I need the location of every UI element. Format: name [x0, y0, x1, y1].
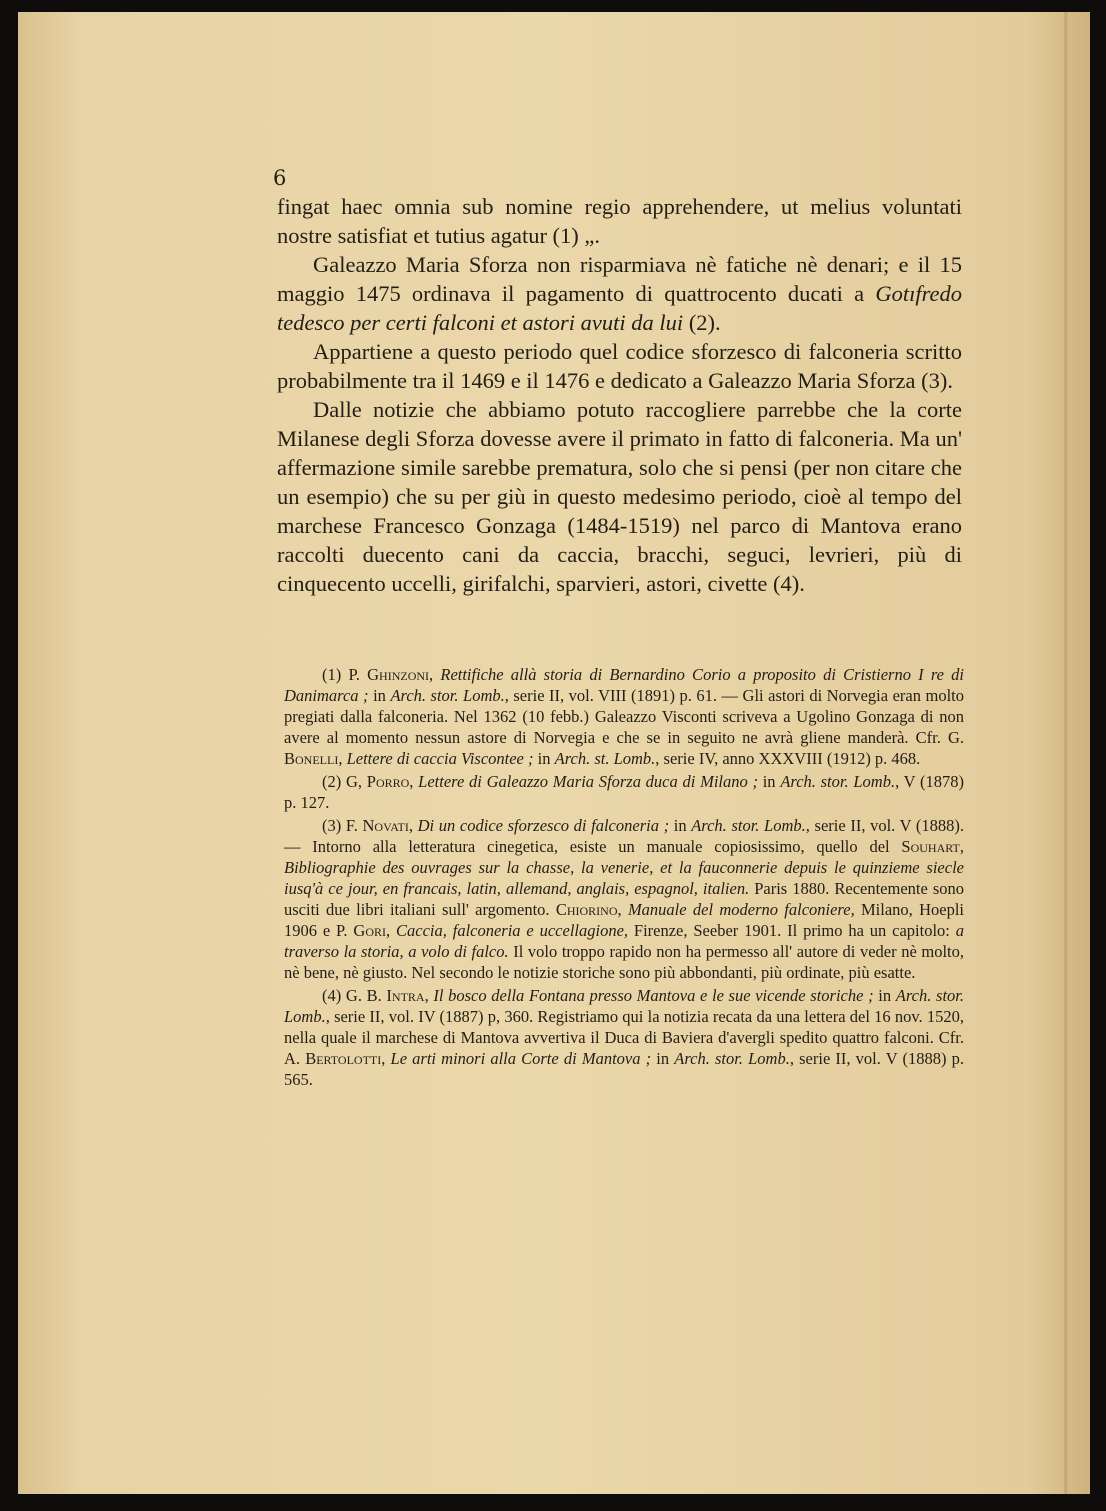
footnote-text: ,: [429, 665, 441, 684]
footnote-text: in: [669, 816, 692, 835]
footnote-text: , serie II, vol. V (1888) p. 565.: [284, 1049, 965, 1089]
book-page: [18, 12, 1090, 1494]
footnote-author: Novati: [362, 816, 409, 835]
footnote-quote: a traverso la storia, a volo di falco.: [284, 921, 965, 961]
footnote-author: Porro: [366, 772, 410, 791]
footnote-text: , serie II, vol. VIII (1891) p. 61. — Gli astori di Norvegia eran molto pregiati dalla falconeria. Nel 1362 (10 febb.) Galeazzo Visconti scriveva a Ugolino Gonzaga di non avere al momento nessun astore di Norvegia e che se in seguito ne avrà gliene manderà. Cfr. G.: [284, 686, 964, 747]
footnote-journal: Arch. stor. Lomb.: [390, 686, 505, 705]
page-number: 6: [273, 166, 287, 190]
footnote-author: Gori: [353, 921, 386, 940]
footnote-text: , serie IV, anno XXXVIII (1912) p. 468.: [655, 749, 921, 768]
footnote-journal: Arch. stor. Lomb.: [691, 816, 806, 835]
footnote-text: , serie II, vol. V (1888). — Intorno alla letteratura cinegetica, esiste un manuale copiosissimo, quello del: [284, 816, 965, 856]
footnotes: [284, 664, 964, 1092]
footnote-text: ,: [408, 816, 418, 835]
footnote-text: (4) G. B.: [322, 986, 387, 1005]
footnote-3: [284, 815, 964, 983]
paragraph-2-italic: Gotıfredo tedesco per certi falconi et astori avuti da lui: [277, 281, 962, 335]
paragraph-2-ref: (2).: [683, 310, 721, 335]
footnote-text: (3) F.: [322, 816, 363, 835]
footnote-title: Caccia, falconeria e uccellagione,: [396, 921, 629, 940]
footnote-journal: Arch. stor. Lomb.: [674, 1049, 790, 1068]
footnote-title: Rettifiche allà storia di Bernardino Corio a proposito di Cristierno I re di Danimarca ;: [284, 665, 965, 705]
footnote-text: (2) G,: [322, 772, 367, 791]
footnote-author: Bonelli: [284, 749, 339, 768]
footnote-journal: Arch. stor. Lomb.: [780, 772, 896, 791]
footnote-text: in: [757, 772, 781, 791]
footnote-text: ,: [617, 900, 628, 919]
footnote-journal: Arch. stor. Lomb.: [284, 986, 964, 1026]
footnote-author: Chiorino: [555, 900, 618, 919]
footnote-2: [284, 771, 964, 813]
footnote-text: ,: [386, 921, 396, 940]
footnote-title: Lettere di Galeazzo Maria Sforza duca di Milano ;: [418, 772, 758, 791]
footnote-title: Le arti minori alla Corte di Mantova ;: [390, 1049, 652, 1068]
footnote-text: , V (1878) p. 127.: [284, 772, 964, 812]
footnote-title: Di un codice sforzesco di falconeria ;: [417, 816, 670, 835]
footnote-title: Il bosco della Fontana presso Mantova e le sue vicende storiche ;: [433, 986, 874, 1005]
footnote-title: Manuale del moderno falconiere,: [627, 900, 855, 919]
footnote-text: in: [651, 1049, 675, 1068]
footnote-text: Paris 1880. Recentemente sono usciti due libri italiani sull' argomento.: [284, 879, 964, 919]
footnote-author: Ghinzoni: [367, 665, 430, 684]
paragraph-3: Appartiene a questo periodo quel codice sforzesco di falconeria scritto probabilmente tra il 1469 e il 1476 e dedicato a Galeazzo Maria Sforza (3).: [277, 339, 962, 393]
footnote-text: ,: [424, 986, 434, 1005]
footnote-text: , serie II, vol. IV (1887) p, 360. Registriamo qui la notizia recata da una lettera del 16 nov. 1520, nella quale il marchese di Mantova avvertiva il Duca di Baviera d'avergli spedito quattro falconi. Cfr. A.: [284, 1007, 964, 1068]
footnote-text: in: [368, 686, 391, 705]
footnote-author: Bertolotti: [305, 1049, 382, 1068]
footnote-title: Lettere di caccia Viscontee ;: [346, 749, 534, 768]
footnote-4: [284, 985, 964, 1090]
footnote-author: Intra: [386, 986, 425, 1005]
page-fold: [1064, 12, 1068, 1494]
paragraph-1: fingat haec omnia sub nomine regio apprehendere, ut melius voluntati nostre satisfiat et tutius agatur (1) „.: [277, 194, 962, 248]
paragraph-2-text: Galeazzo Maria Sforza non risparmiava nè fatiche nè denari; e il 15 maggio 1475 ordinava il pagamento di quattrocento ducati a: [277, 252, 962, 306]
footnote-text: (1) P.: [322, 665, 368, 684]
footnote-text: in: [873, 986, 896, 1005]
main-text: [277, 192, 962, 598]
footnote-text: ,: [959, 837, 964, 856]
footnote-author: Souhart: [901, 837, 960, 856]
footnote-text: ,: [381, 1049, 391, 1068]
footnote-1: [284, 664, 964, 769]
footnote-title: Bibliographie des ouvrages sur la chasse, la venerie, et la fauconnerie depuis le quinzieme siecle iusq'à ce jour, en francais, latin, allemand, anglais, espagnol, italien.: [284, 858, 964, 898]
paragraph-2: [277, 250, 962, 337]
footnote-text: Milano, Hoepli 1906 e P.: [284, 900, 964, 940]
paragraph-4: Dalle notizie che abbiamo potuto raccogliere parrebbe che la corte Milanese degli Sforza dovesse avere il primato in fatto di falconeria. Ma un' affermazione simile sarebbe prematura, solo che si pensi (per non citare che un esempio) che su per giù in questo medesimo periodo, cioè al tempo del marchese Francesco Gonzaga (1484-1519) nel parco di Mantova erano raccolti duecento cani da caccia, bracchi, seguci, levrieri, più di cinquecento uccelli, girifalchi, sparvieri, astori, civette (4).: [277, 397, 962, 596]
footnote-text: ,: [338, 749, 347, 768]
footnote-text: Il volo troppo rapido non ha permesso all' autore di veder nè molto, nè bene, nè giusto. Nel secondo le notizie storiche sono più abbondanti, più ordinate, più esatte.: [284, 942, 965, 982]
footnote-text: ,: [409, 772, 419, 791]
footnote-text: in: [533, 749, 555, 768]
footnote-journal: Arch. st. Lomb.: [554, 749, 656, 768]
footnote-text: Firenze, Seeber 1901. Il primo ha un capitolo:: [628, 921, 956, 940]
